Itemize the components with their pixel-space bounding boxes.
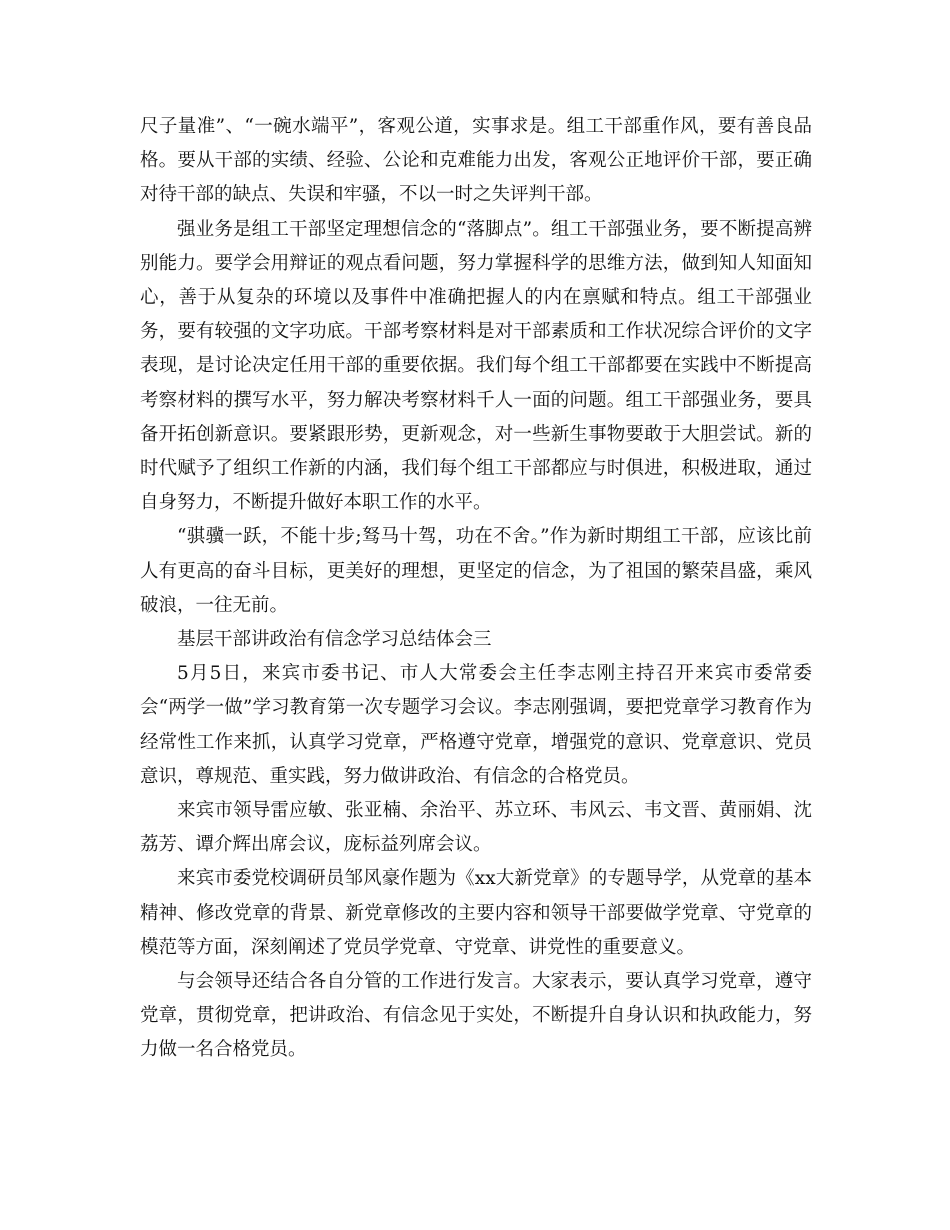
paragraph-2: 强业务是组工干部坚定理想信念的“落脚点”。组工干部强业务，要不断提高辨别能力。要学会用辩证的观点看问题，努力掌握科学的思维方法，做到知人知面知心，善于从复杂的环境以及事件中准确把握人的内在禀赋和特点。组工干部强业务，要有较强的文字功底。干部考察材料是对干部素质和工作状况综合评价的文字表现，是讨论决定任用干部的重要依据。我们每个组工干部都要在实践中不断提高考察材料的撰写水平，努力解决考察材料千人一面的问题。组工干部强业务，要具备开拓创新意识。要紧跟形势，更新观念，对一些新生事物要敢于大胆尝试。新的时代赋予了组织工作新的内涵，我们每个组工干部都应与时俱进，积极进取，通过自身努力，不断提升做好本职工作的水平。 bbox=[140, 218, 812, 514]
paragraph-1: 尺子量准”、“一碗水端平”，客观公道，实事求是。组工干部重作风，要有善良品格。要从干部的实绩、经验、公论和克难能力出发，客观公正地评价干部，要正确对待干部的缺点、失误和牢骚，不以一时之失评判干部。 bbox=[140, 116, 812, 206]
paragraph-5: 来宾市领导雷应敏、张亚楠、余治平、苏立环、韦风云、韦文晋、黄丽娟、沈荔芳、谭介辉出席会议，庞标益列席会议。 bbox=[140, 800, 812, 856]
paragraph-3: “骐骥一跃，不能十步;驽马十驾，功在不舍。”作为新时期组工干部，应该比前人有更高的奋斗目标，更美好的理想，更坚定的信念，为了祖国的繁荣昌盛，乘风破浪，一往无前。 bbox=[140, 526, 812, 616]
paragraph-4: 5月5日，来宾市委书记、市人大常委会主任李志刚主持召开来宾市委常委会“两学一做”学习教育第一次专题学习会议。李志刚强调，要把党章学习教育作为经常性工作来抓，认真学习党章，严格遵守党章，增强党的意识、党章意识、党员意识，尊规范、重实践，努力做讲政治、有信念的合格党员。 bbox=[140, 663, 812, 787]
paragraph-6: 来宾市委党校调研员邹风豪作题为《xx大新党章》的专题导学，从党章的基本精神、修改党章的背景、新党章修改的主要内容和领导干部要做学党章、守党章的模范等方面，深刻阐述了党员学党章、守党章、讲党性的重要意义。 bbox=[140, 868, 812, 958]
document-body bbox=[140, 110, 812, 1068]
paragraph-7: 与会领导还结合各自分管的工作进行发言。大家表示，要认真学习党章，遵守党章，贯彻党章，把讲政治、有信念见于实处，不断提升自身认识和执政能力，努力做一名合格党员。 bbox=[140, 971, 812, 1061]
section-heading: 基层干部讲政治有信念学习总结体会三 bbox=[177, 629, 492, 651]
